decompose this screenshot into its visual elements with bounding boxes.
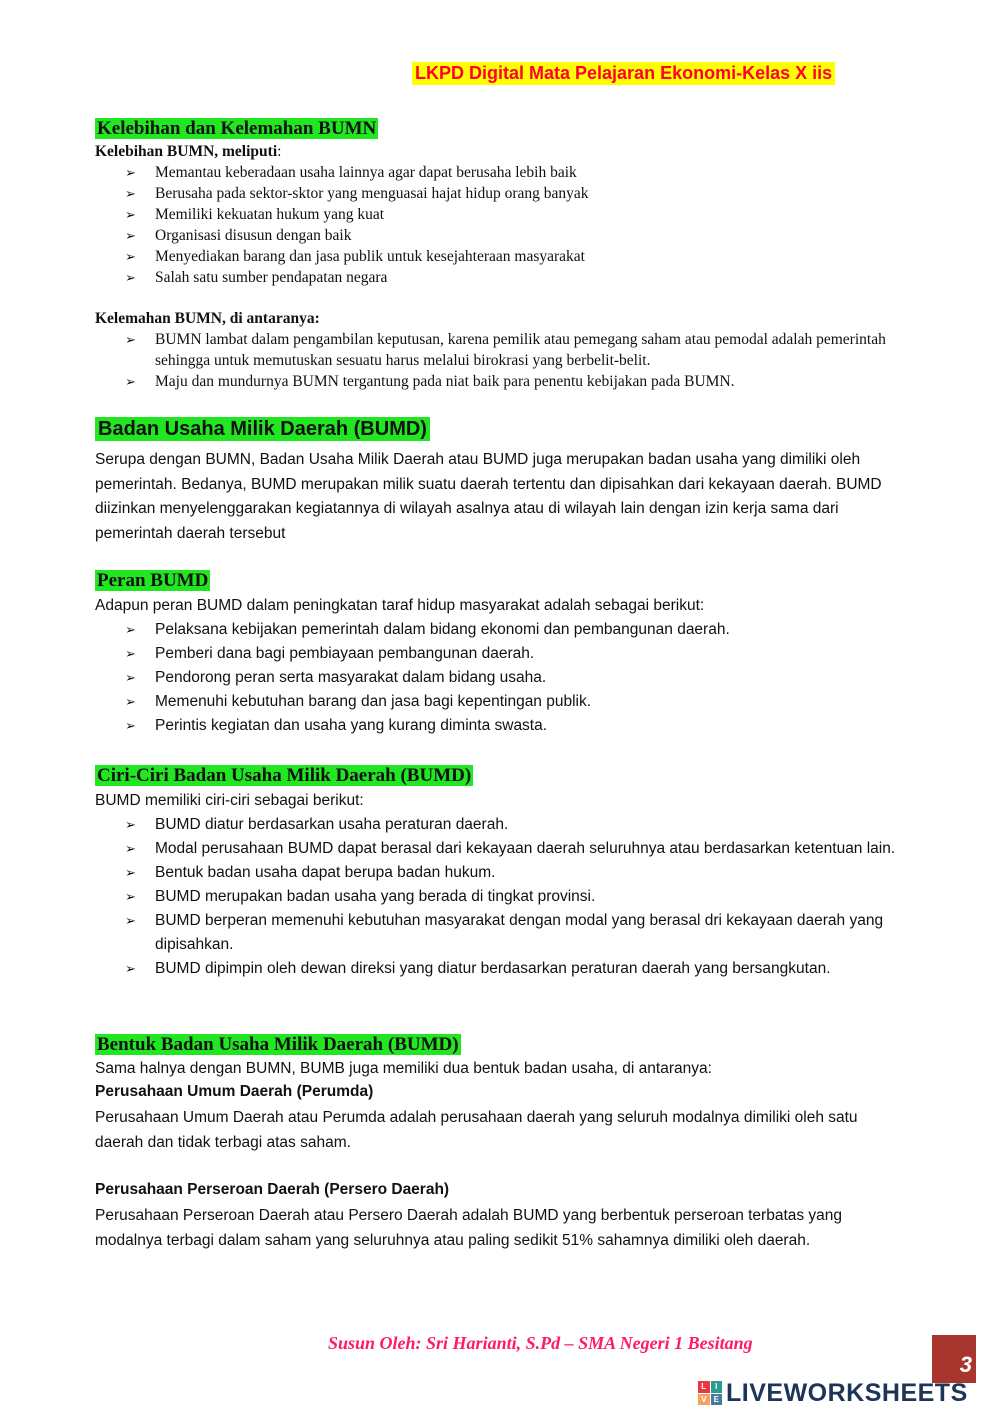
liveworksheets-brand[interactable] <box>698 1378 968 1408</box>
ciri-intro: BUMD memiliki ciri-ciri sebagai berikut: <box>95 792 364 809</box>
list-item: ➢ BUMD dipimpin oleh dewan direksi yang diatur berdasarkan peraturan daerah yang bersangkutan. <box>95 957 910 981</box>
kelemahan-subheading: Kelemahan BUMN, di antaranya: <box>95 310 320 327</box>
kelemahan-list <box>95 329 910 392</box>
peran-list <box>95 618 910 738</box>
list-item: ➢ Bentuk badan usaha dapat berupa badan hukum. <box>95 861 910 885</box>
arrowhead-bullet-icon: ➢ <box>125 841 136 856</box>
list-item: ➢ BUMN lambat dalam pengambilan keputusan, karena pemilik atau pemegang saham atau pemodal adalah pemerintah sehingga untuk memutuskan sesuatu harus melalui birokrasi yang berbelit-belit. <box>125 331 886 369</box>
section-heading-bumn: Kelebihan dan Kelemahan BUMN <box>97 118 377 139</box>
arrowhead-bullet-icon: ➢ <box>125 694 136 709</box>
list-item: ➢ BUMD berperan memenuhi kebutuhan masyarakat dengan modal yang berasal dri kekayaan daerah yang dipisahkan. <box>95 909 910 957</box>
list-item: ➢ Organisasi disusun dengan baik <box>125 227 352 244</box>
list-item: ➢ BUMD merupakan badan usaha yang berada di tingkat provinsi. <box>95 885 910 909</box>
section-heading-ciri: Ciri-Ciri Badan Usaha Milik Daerah (BUMD) <box>97 765 472 786</box>
list-item: ➢ Pelaksana kebijakan pemerintah dalam bidang ekonomi dan pembangunan daerah. <box>95 618 910 642</box>
section-heading-peran: Peran BUMD <box>97 570 209 591</box>
section-heading-bumd: Badan Usaha Milik Daerah (BUMD) <box>95 417 430 441</box>
list-item: ➢ Berusaha pada sektor-sktor yang menguasai hajat hidup orang banyak <box>125 185 589 202</box>
arrowhead-bullet-icon: ➢ <box>125 332 136 347</box>
persero-paragraph: Perusahaan Perseroan Daerah atau Persero Daerah adalah BUMD yang berbentuk perseroan terbatas yang modalnya terbagi dalam saham yang seluruhnya atau paling sedikit 51% sahamnya dimiliki oleh daerah. <box>95 1207 843 1249</box>
peran-intro: Adapun peran BUMD dalam peningkatan taraf hidup masyarakat adalah sebagai berikut: <box>95 597 705 614</box>
kelebihan-title: Kelebihan BUMN, meliputi <box>95 143 278 160</box>
arrowhead-bullet-icon: ➢ <box>125 249 136 264</box>
list-item: ➢ Memantau keberadaan usaha lainnya agar dapat berusaha lebih baik <box>125 164 577 181</box>
list-item: ➢ Salah satu sumber pendapatan negara <box>125 269 388 286</box>
perumda-subheading: Perusahaan Umum Daerah (Perumda) <box>95 1083 374 1100</box>
bumd-paragraph: Serupa dengan BUMN, Badan Usaha Milik Daerah atau BUMD juga merupakan badan usaha yang dimiliki oleh pemerintah. Bedanya, BUMD merupakan milik suatu daerah tertentu dan dipisahkan dari kekayaan daerah. BUMD diizinkan menyelenggarakan kegiatannya di wilayah asalnya atau di wilayah lain dengan izin kerja sama dari pemerintah daerah tersebut <box>95 451 882 542</box>
list-item: ➢ Pemberi dana bagi pembiayaan pembangunan daerah. <box>95 642 910 666</box>
arrowhead-bullet-icon: ➢ <box>125 718 136 733</box>
kelebihan-colon: : <box>277 143 282 160</box>
arrowhead-bullet-icon: ➢ <box>125 228 136 243</box>
list-item: ➢ Memiliki kekuatan hukum yang kuat <box>125 206 385 223</box>
arrowhead-bullet-icon: ➢ <box>125 270 136 285</box>
brand-wordmark: LIVEWORKSHEETS <box>726 1378 968 1407</box>
arrowhead-bullet-icon: ➢ <box>125 622 136 637</box>
section-heading-bentuk: Bentuk Badan Usaha Milik Daerah (BUMD) <box>97 1034 459 1055</box>
perumda-paragraph: Perusahaan Umum Daerah atau Perumda adalah perusahaan daerah yang seluruh modalnya dimiliki oleh satu daerah dan tidak terbagi atas saham. <box>95 1109 858 1151</box>
arrowhead-bullet-icon: ➢ <box>125 670 136 685</box>
kelebihan-subheading <box>95 143 281 161</box>
arrowhead-bullet-icon: ➢ <box>125 207 136 222</box>
arrowhead-bullet-icon: ➢ <box>125 374 136 389</box>
arrowhead-bullet-icon: ➢ <box>125 913 136 928</box>
list-item: ➢ Perintis kegiatan dan usaha yang kurang diminta swasta. <box>95 714 910 738</box>
list-item: ➢ BUMD diatur berdasarkan usaha peraturan daerah. <box>95 813 910 837</box>
liveworksheets-logo-icon: L I V E <box>698 1381 722 1405</box>
document-header-title: LKPD Digital Mata Pelajaran Ekonomi-Kelas X iis <box>412 62 835 85</box>
bentuk-intro: Sama halnya dengan BUMN, BUMB juga memiliki dua bentuk badan usaha, di antaranya: <box>95 1060 712 1077</box>
list-item: ➢ Menyediakan barang dan jasa publik untuk kesejahteraan masyarakat <box>125 248 585 265</box>
arrowhead-bullet-icon: ➢ <box>125 817 136 832</box>
arrowhead-bullet-icon: ➢ <box>125 646 136 661</box>
persero-subheading: Perusahaan Perseroan Daerah (Persero Daerah) <box>95 1181 450 1198</box>
arrowhead-bullet-icon: ➢ <box>125 889 136 904</box>
list-item: ➢ Pendorong peran serta masyarakat dalam bidang usaha. <box>95 666 910 690</box>
arrowhead-bullet-icon: ➢ <box>125 865 136 880</box>
list-item: ➢ Modal perusahaan BUMD dapat berasal dari kekayaan daerah seluruhnya atau berdasarkan ketentuan lain. <box>95 837 910 861</box>
arrowhead-bullet-icon: ➢ <box>125 186 136 201</box>
kelebihan-list <box>95 162 910 288</box>
footer-author: Susun Oleh: Sri Harianti, S.Pd – SMA Negeri 1 Besitang <box>328 1333 753 1353</box>
list-item: ➢ Memenuhi kebutuhan barang dan jasa bagi kepentingan publik. <box>95 690 910 714</box>
arrowhead-bullet-icon: ➢ <box>125 961 136 976</box>
page-number: 3 <box>959 1352 972 1377</box>
list-item: ➢ Maju dan mundurnya BUMN tergantung pada niat baik para penentu kebijakan pada BUMN. <box>125 373 735 390</box>
ciri-list <box>95 813 910 981</box>
arrowhead-bullet-icon: ➢ <box>125 165 136 180</box>
